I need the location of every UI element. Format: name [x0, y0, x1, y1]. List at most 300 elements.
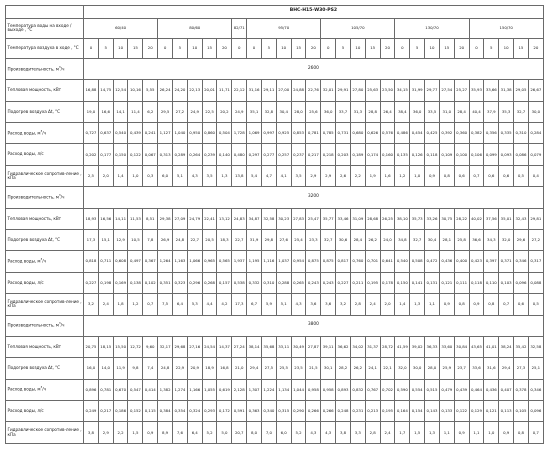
data-row	[6, 144, 544, 165]
data-cell: 5,4	[247, 165, 262, 186]
data-cell: 22,5	[202, 101, 217, 122]
data-cell: 0,109	[439, 144, 454, 165]
data-cell: 0,129	[469, 401, 484, 422]
data-cell: 0,284	[528, 123, 543, 144]
data-cell: 0,356	[484, 123, 499, 144]
data-cell: 30,4	[276, 101, 291, 122]
data-cell: 4,3	[306, 422, 321, 444]
data-cell: 0,243	[321, 272, 336, 293]
data-cell: 1,0	[128, 165, 143, 186]
data-cell: 38,10	[395, 208, 410, 229]
data-cell: 0,150	[395, 272, 410, 293]
data-cell: 27,5	[261, 358, 276, 379]
data-cell: 27,00	[276, 80, 291, 101]
data-cell: 27,54	[439, 80, 454, 101]
capacity-label: Производительность, $м^3/ч$	[6, 187, 84, 208]
data-cell: 0,332	[247, 272, 262, 293]
data-cell: 24,1	[365, 358, 380, 379]
data-cell: 13,8	[232, 165, 247, 186]
data-cell: 2,8	[365, 422, 380, 444]
data-cell: 0,9	[499, 422, 514, 444]
data-cell: 40,02	[469, 208, 484, 229]
data-cell: 0,113	[499, 401, 514, 422]
data-cell: 0,268	[202, 272, 217, 293]
data-cell: 27,16	[187, 336, 202, 357]
data-cell: 26,2	[365, 229, 380, 250]
data-cell: 13,12	[217, 208, 232, 229]
data-cell: 30,0	[528, 101, 543, 122]
data-cell: 1,1	[425, 294, 440, 315]
data-cell: 5,0	[217, 422, 232, 444]
air-temp-cell: 0	[84, 38, 99, 58]
data-cell: 0,354	[172, 401, 187, 422]
row-label: Подогрев воздуха Δt, °С	[6, 101, 84, 122]
data-cell: 35,77	[321, 208, 336, 229]
data-cell: 38,24	[499, 336, 514, 357]
data-cell: 0,954	[291, 251, 306, 272]
data-cell: 0,997	[261, 123, 276, 144]
data-cell: 26,67	[528, 80, 543, 101]
data-cell: 20,5	[202, 229, 217, 250]
data-cell: 0,111	[454, 272, 469, 293]
data-cell: 0,152	[128, 401, 143, 422]
air-temp-cell: 10	[425, 38, 440, 58]
data-cell: 8,9	[158, 422, 173, 444]
data-cell: 0,5	[528, 294, 543, 315]
data-cell: 0,121	[439, 272, 454, 293]
data-cell: 0,8	[484, 294, 499, 315]
data-cell: 0,515	[425, 379, 440, 400]
model-title: ВНС-Н15-W30-PS2	[84, 6, 544, 19]
data-cell: 0,243	[306, 272, 321, 293]
data-cell: 0,414	[143, 379, 158, 400]
data-cell: 0,088	[528, 272, 543, 293]
data-cell: 1,127	[158, 123, 173, 144]
data-cell: 8,51	[143, 208, 158, 229]
data-cell: 16,6	[98, 101, 113, 122]
air-temp-cell: 20	[143, 38, 158, 58]
data-cell: 0,641	[380, 251, 395, 272]
data-cell: 0,480	[232, 144, 247, 165]
data-cell: 4,7	[261, 165, 276, 186]
data-cell: 2,4	[365, 294, 380, 315]
data-cell: 0,7	[499, 294, 514, 315]
performance-table	[5, 5, 544, 444]
data-cell: 0,189	[350, 144, 365, 165]
data-cell: 0,875	[321, 251, 336, 272]
data-cell: 14,37	[217, 336, 232, 357]
data-cell: 0,832	[350, 379, 365, 400]
air-temp-cell: 15	[439, 38, 454, 58]
data-cell: 0,102	[143, 272, 158, 293]
data-cell: 0,351	[158, 272, 173, 293]
data-cell: 1,937	[232, 251, 247, 272]
data-cell: 32,0	[499, 229, 514, 250]
data-row	[6, 401, 544, 422]
data-cell: 25,27	[454, 80, 469, 101]
data-cell: 31,99	[410, 80, 425, 101]
data-cell: 24,9	[187, 101, 202, 122]
data-cell: 4,3	[187, 165, 202, 186]
data-cell: 12,72	[128, 336, 143, 357]
data-cell: 0,702	[380, 379, 395, 400]
data-cell: 1,4	[395, 294, 410, 315]
data-cell: 14,11	[113, 208, 128, 229]
air-temp-cell: 10	[113, 38, 128, 58]
data-cell: 22,13	[187, 80, 202, 101]
data-row	[6, 358, 544, 379]
data-cell: 16,8	[217, 358, 232, 379]
data-cell: 1,9	[365, 165, 380, 186]
data-cell: 40,4	[469, 101, 484, 122]
data-cell: 26,4	[380, 101, 395, 122]
data-cell: 0,335	[499, 123, 514, 144]
data-cell: 0,540	[395, 251, 410, 272]
data-cell: 1,0	[410, 165, 425, 186]
data-cell: 25,6	[306, 101, 321, 122]
data-cell: 1,8	[113, 294, 128, 315]
data-cell: 0,400	[454, 251, 469, 272]
water-temp-group: 150/70	[469, 18, 543, 38]
data-cell: 0,265	[291, 272, 306, 293]
data-cell: 34,15	[395, 80, 410, 101]
data-cell: 0,407	[499, 379, 514, 400]
data-cell: 29,4	[499, 358, 514, 379]
air-temp-cell: 10	[499, 38, 514, 58]
data-cell: 25,9	[439, 358, 454, 379]
data-cell: 20,75	[84, 336, 99, 357]
data-cell: 0,6	[514, 294, 529, 315]
data-cell: 22,9	[172, 358, 187, 379]
data-cell: 0,538	[232, 272, 247, 293]
data-cell: 0,131	[425, 272, 440, 293]
data-cell: 32,43	[514, 208, 529, 229]
data-cell: 0,711	[98, 251, 113, 272]
data-cell: 24,8	[172, 229, 187, 250]
data-cell: 35,42	[514, 336, 529, 357]
data-cell: 2,128	[232, 379, 247, 400]
capacity-row	[6, 315, 544, 336]
data-cell: 0,6	[484, 165, 499, 186]
row-label: Расход воды, $м^3/ч$	[6, 379, 84, 400]
data-cell: 0,317	[528, 251, 543, 272]
data-row	[6, 336, 544, 357]
data-cell: 32,17	[158, 336, 173, 357]
row-label: Гидравлическое сопротив-ление , кПа	[6, 165, 84, 186]
data-cell: 0,497	[128, 251, 143, 272]
data-cell: 0,363	[247, 401, 262, 422]
data-cell: 0,670	[113, 379, 128, 400]
data-cell: 16,0	[84, 358, 99, 379]
data-cell: 6,4	[172, 294, 187, 315]
data-cell: 4,2	[217, 294, 232, 315]
data-cell: 0,310	[514, 123, 529, 144]
data-row	[6, 80, 544, 101]
row-label: Тепловая мощность, кВт	[6, 336, 84, 357]
data-cell: 0,293	[202, 401, 217, 422]
data-cell: 18,9	[202, 358, 217, 379]
data-cell: 0,140	[217, 144, 232, 165]
data-cell: 0,195	[365, 272, 380, 293]
data-row	[6, 294, 544, 315]
data-cell: 27,2	[528, 229, 543, 250]
data-cell: 0,371	[499, 251, 514, 272]
data-cell: 0,454	[410, 123, 425, 144]
air-temp-cell: 5	[484, 38, 499, 58]
air-temp-cell: 0	[321, 38, 336, 58]
data-cell: 27,80	[350, 80, 365, 101]
data-cell: 2,6	[336, 165, 351, 186]
data-cell: 1,044	[291, 379, 306, 400]
data-cell: 0,213	[365, 401, 380, 422]
data-cell: 0,237	[291, 144, 306, 165]
data-cell: 0,958	[306, 379, 321, 400]
data-cell: 4,3	[291, 294, 306, 315]
row-label: Гидравлическое сопротив-ление , кПа	[6, 422, 84, 444]
data-cell: 28,4	[350, 229, 365, 250]
data-cell: 6,2	[143, 101, 158, 122]
data-cell: 4,1	[276, 165, 291, 186]
data-cell: 27,6	[276, 229, 291, 250]
data-cell: 43,65	[469, 336, 484, 357]
data-cell: 34,02	[350, 336, 365, 357]
data-cell: 25,47	[306, 208, 321, 229]
data-cell: 9,60	[143, 336, 158, 357]
data-cell: 4,4	[202, 294, 217, 315]
data-cell: 0,218	[321, 144, 336, 165]
air-temp-cell: 0	[469, 38, 484, 58]
data-cell: 35,73	[410, 208, 425, 229]
air-temp-cell: 15	[128, 38, 143, 58]
data-cell: 23,5	[291, 358, 306, 379]
data-cell: 18,93	[84, 208, 99, 229]
air-temp-cell: 5	[336, 38, 351, 58]
data-cell: 0,315	[276, 401, 291, 422]
data-cell: 0,425	[425, 123, 440, 144]
data-cell: 0,8	[454, 294, 469, 315]
capacity-value: 3800	[84, 315, 544, 336]
data-cell: 1,116	[261, 251, 276, 272]
data-cell: 0,154	[410, 401, 425, 422]
data-cell: 0,277	[261, 144, 276, 165]
data-cell: 0,608	[113, 251, 128, 272]
data-cell: 0,508	[410, 251, 425, 272]
data-cell: 1,040	[172, 123, 187, 144]
data-cell: 29,6	[514, 229, 529, 250]
data-cell: 1,274	[172, 379, 187, 400]
data-cell: 0,785	[321, 123, 336, 144]
water-temp-group: 95/70	[247, 18, 321, 38]
data-cell: 20,7	[232, 422, 247, 444]
data-cell: 22,7	[187, 229, 202, 250]
data-cell: 0,565	[217, 251, 232, 272]
data-cell: 0,115	[143, 401, 158, 422]
data-cell: 24,20	[172, 80, 187, 101]
air-temp-cell: 20	[380, 38, 395, 58]
data-cell: 0,346	[528, 379, 543, 400]
data-cell: 0,067	[143, 144, 158, 165]
data-row	[6, 101, 544, 122]
data-cell: 0,135	[395, 144, 410, 165]
water-temp-group: 130/70	[395, 18, 469, 38]
data-cell: 4,3	[321, 422, 336, 444]
data-cell: 0,6	[499, 165, 514, 186]
data-cell: 35,68	[261, 336, 276, 357]
data-cell: 29,4	[247, 358, 262, 379]
title-spacer	[6, 6, 84, 19]
data-cell: 0,781	[306, 123, 321, 144]
air-temp-cell: 0	[395, 38, 410, 58]
data-cell: 24,9	[232, 101, 247, 122]
data-cell: 41,01	[484, 336, 499, 357]
data-cell: 0,3	[143, 165, 158, 186]
data-cell: 2,0	[98, 165, 113, 186]
water-temp-group: 105/70	[321, 18, 395, 38]
data-cell: 5,2	[202, 422, 217, 444]
air-temp-cell: 20	[454, 38, 469, 58]
data-cell: 11,9	[113, 358, 128, 379]
data-cell: 0,626	[365, 123, 380, 144]
data-cell: 0,767	[365, 379, 380, 400]
data-cell: 3,5	[291, 165, 306, 186]
data-cell: 34,8	[395, 229, 410, 250]
data-cell: 0,576	[380, 123, 395, 144]
data-row	[6, 123, 544, 144]
data-cell: 0,9	[143, 422, 158, 444]
data-cell: 0,096	[528, 401, 543, 422]
air-temp-cell: 20	[217, 38, 232, 58]
row-label: Подогрев воздуха Δt, °С	[6, 229, 84, 250]
data-cell: 1,163	[172, 251, 187, 272]
data-cell: 0,227	[336, 272, 351, 293]
data-cell: 28,2	[336, 358, 351, 379]
data-cell: 2,5	[84, 165, 99, 186]
capacity-row	[6, 58, 544, 79]
data-cell: 9,8	[128, 358, 143, 379]
air-temp-cell: 5	[98, 38, 113, 58]
data-cell: 24,8	[158, 358, 173, 379]
data-cell: 16,88	[84, 80, 99, 101]
air-temp-cell: 0	[247, 38, 262, 58]
data-cell: 1,382	[158, 379, 173, 400]
data-cell: 2,9	[321, 165, 336, 186]
air-temp-cell: 15	[365, 38, 380, 58]
data-cell: 0,174	[365, 144, 380, 165]
data-cell: 24,0	[380, 229, 395, 250]
data-cell: 19,0	[84, 101, 99, 122]
data-cell: 28,72	[380, 336, 395, 357]
data-cell: 31,09	[350, 208, 365, 229]
data-cell: 1,5	[128, 422, 143, 444]
data-cell: 0,818	[84, 251, 99, 272]
data-cell: 1,166	[187, 379, 202, 400]
air-temp-label: Температура воздуха в ходе , °С	[6, 38, 84, 58]
data-cell: 33,5	[425, 101, 440, 122]
data-cell: 33,7	[336, 101, 351, 122]
data-cell: 1,3	[425, 422, 440, 444]
data-cell: 35,01	[499, 208, 514, 229]
data-cell: 2,8	[350, 294, 365, 315]
data-cell: 29,38	[158, 208, 173, 229]
data-cell: 0,727	[84, 123, 99, 144]
data-cell: 0,266	[306, 401, 321, 422]
air-temp-cell: 20	[528, 38, 543, 58]
data-cell: 23,3	[306, 229, 321, 250]
data-cell: 0,853	[291, 123, 306, 144]
row-label: Тепловая мощность, кВт	[6, 80, 84, 101]
data-cell: 0,896	[84, 379, 99, 400]
air-temp-cell: 10	[276, 38, 291, 58]
row-label: Гидравлическое сопротив-ление , кПа	[6, 294, 84, 315]
data-cell: 38,4	[395, 101, 410, 122]
water-temp-group: 82/71	[232, 18, 247, 38]
data-row	[6, 379, 544, 400]
data-row	[6, 251, 544, 272]
data-cell: 0,239	[202, 144, 217, 165]
data-cell: 27,87	[306, 336, 321, 357]
data-cell: 0,378	[514, 379, 529, 400]
data-cell: 0,296	[187, 272, 202, 293]
data-cell: 1,4	[113, 165, 128, 186]
air-temp-cell: 5	[261, 38, 276, 58]
data-cell: 5,1	[276, 294, 291, 315]
data-cell: 3,6	[321, 294, 336, 315]
data-cell: 23,50	[380, 80, 395, 101]
data-cell: 2,4	[380, 422, 395, 444]
data-cell: 10,5	[128, 229, 143, 250]
data-cell: 7,8	[143, 229, 158, 250]
data-row	[6, 229, 544, 250]
data-cell: 23,7	[454, 358, 469, 379]
row-label: Подогрев воздуха Δt, °С	[6, 358, 84, 379]
data-cell: 29,81	[528, 208, 543, 229]
data-cell: 11,53	[128, 208, 143, 229]
data-cell: 24,88	[291, 80, 306, 101]
data-cell: 29,05	[514, 80, 529, 101]
data-cell: 14,75	[98, 80, 113, 101]
data-cell: 0,178	[380, 272, 395, 293]
data-cell: 1,1	[469, 422, 484, 444]
air-temp-row	[6, 38, 544, 58]
data-cell: 14,1	[113, 101, 128, 122]
data-cell: 0,6	[454, 165, 469, 186]
data-cell: 0,504	[217, 123, 232, 144]
data-row	[6, 272, 544, 293]
data-cell: 0,186	[113, 401, 128, 422]
data-cell: 1,3	[410, 294, 425, 315]
data-cell: 29,77	[425, 80, 440, 101]
data-cell: 0,958	[321, 379, 336, 400]
data-cell: 27,24	[232, 336, 247, 357]
row-label: Расход воды, $м^3/ч$	[6, 251, 84, 272]
data-cell: 30,0	[410, 358, 425, 379]
data-cell: 2,4	[98, 294, 113, 315]
data-cell: 28,1	[439, 229, 454, 250]
data-cell: 0,472	[425, 251, 440, 272]
data-cell: 1,2	[395, 165, 410, 186]
data-cell: 0,619	[217, 379, 232, 400]
data-cell: 10,16	[128, 80, 143, 101]
data-cell: 8,0	[247, 422, 262, 444]
data-cell: 0,289	[172, 144, 187, 165]
data-cell: 0,248	[336, 401, 351, 422]
capacity-label: Производительность, $м^3/ч$	[6, 58, 84, 79]
air-temp-cell: 20	[306, 38, 321, 58]
data-cell: 0,217	[98, 401, 113, 422]
data-cell: 0,177	[98, 144, 113, 165]
data-cell: 25,1	[528, 358, 543, 379]
data-cell: 11,71	[217, 80, 232, 101]
